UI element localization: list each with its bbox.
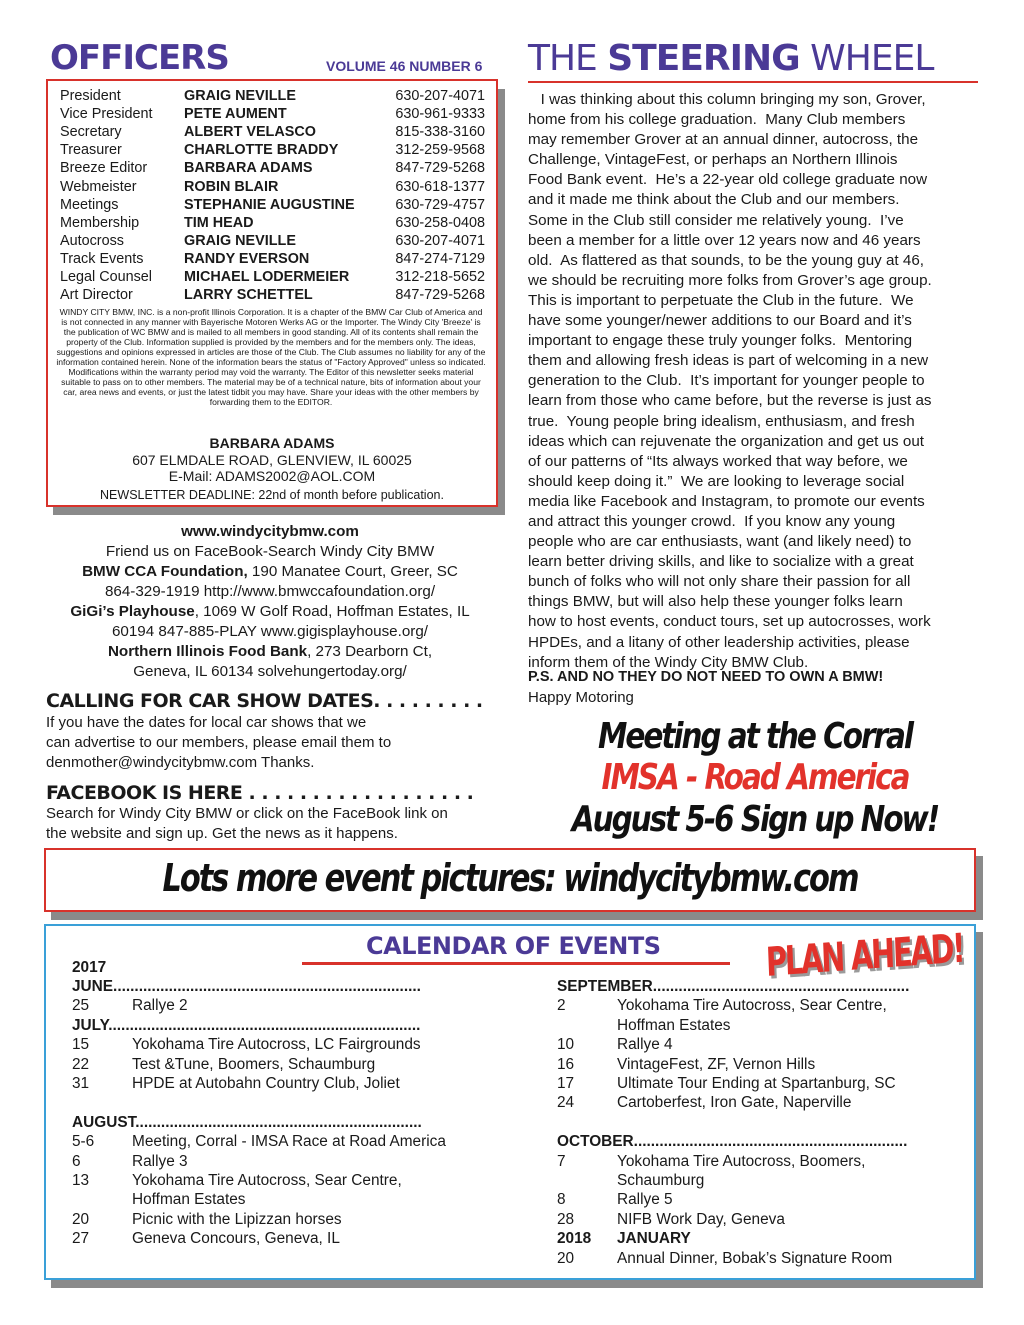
volume-number: VOLUME 46 NUMBER 6	[326, 58, 483, 74]
event-name: Hoffman Estates	[132, 1191, 246, 1209]
calendar-month-heading: AUGUST...................................................................	[72, 1113, 422, 1131]
gigis-contact: 60194 847-885-PLAY www.gigisplayhouse.org/	[111, 623, 429, 640]
event-name: Yokohama Tire Autocross, Boomers,	[617, 1152, 866, 1170]
steering-wheel-article	[528, 90, 978, 673]
event-date: 6	[72, 1152, 81, 1170]
facebook-heading: FACEBOOK IS HERE . . . . . . . . . . . . . . . . . .	[46, 782, 474, 804]
article-line: learn better driving skills, and like to socialize with a great	[528, 553, 914, 571]
officer-phone: 630-258-0408	[395, 214, 485, 231]
officer-phone: 630-207-4071	[395, 88, 485, 104]
officer-row	[60, 141, 484, 159]
calendar-month-heading: SEPTEMBER............................................................	[557, 978, 910, 995]
article-line: old. As flattered as that sounds, to be the young guy at 46,	[528, 251, 924, 269]
event-date: 5-6	[72, 1133, 95, 1151]
officer-role: Autocross	[60, 232, 124, 249]
article-line: ideas which can rejuvenate the organization and get us out	[528, 432, 924, 450]
event-name: Rallye 4	[617, 1036, 673, 1054]
officer-name: PETE AUMENT	[184, 106, 287, 123]
steering-wheel-rule	[528, 81, 978, 83]
event-date: 15	[72, 1036, 90, 1054]
officer-phone: 312-218-5652	[395, 269, 485, 285]
article-line: learn from those who came before, but the reverse is just as	[528, 392, 932, 410]
article-line: of our patterns of “Its always worked that way before, we	[528, 452, 908, 470]
calendar-month-heading: JULY.........................................................................	[72, 1016, 421, 1034]
event-date: 13	[72, 1172, 90, 1189]
officer-role: Breeze Editor	[60, 160, 148, 177]
officer-phone: 847-729-5268	[395, 160, 485, 177]
officer-row	[60, 250, 484, 268]
article-line: generation to the Club. It’s important for younger people to	[528, 372, 925, 390]
officer-role: Meetings	[60, 196, 119, 213]
event-pictures-banner[interactable]	[44, 848, 976, 912]
newsletter-deadline: NEWSLETTER DEADLINE: 22nd of month before publication.	[100, 488, 444, 502]
officer-role: Legal Counsel	[60, 269, 153, 285]
officer-role: President	[60, 88, 121, 104]
car-show-line: can advertise to our members, please email them to	[46, 734, 392, 751]
food-bank-contact: Geneva, IL 60134 solvehungertoday.org/	[133, 663, 407, 680]
event-name: Rallye 5	[617, 1191, 673, 1209]
event-name: Test &Tune, Boomers, Schaumburg	[132, 1055, 376, 1073]
cca-foundation: BMW CCA Foundation, 190 Manatee Court, Greer, SC	[82, 563, 458, 580]
promo-meeting: Meeting at the Corral	[598, 716, 912, 757]
article-line: and it made me think about the Club and our members.	[528, 191, 900, 209]
article-line: Some in the Club still consider me relatively young. I’ve	[528, 211, 904, 229]
event-name: Geneva Concours, Geneva, IL	[132, 1230, 340, 1248]
club-disclaimer: WINDY CITY BMW, INC. is a non-profit Illinois Corporation. It is a chapter of the BMW Car Club of America and is not connected in any manner with Bayerische Motoren Werks AG or the Importer. The Windy City 'Breeze' is the publication of WC BMW and is mailed to all members in good standing. All of its contents shall remain the property of the Club. Information supplied is provided by the members and for the members only. The ideas, suggestions and opinions expressed in articles are those of the Club. The Club assumes no liability for any of the information contained herein. None of the information bears the status of "Factory Approved" unless so indicated. Modifications within the warranty period may void the warranty. The Editor of this newsletter seeks material suitable to pass on to other members. The material may be of a technical nature, bits of information about your car, area news and events, or just the latest tidbit you may have. Share your ideas with the other members by forwarding them to the EDITOR.	[56, 307, 486, 407]
officer-row	[60, 105, 484, 123]
officer-name: STEPHANIE AUGUSTINE	[184, 196, 355, 213]
article-line: I was thinking about this column bringing my son, Grover,	[528, 91, 926, 108]
officer-phone: 630-961-9333	[395, 106, 485, 123]
calendar-title-rule	[302, 962, 730, 965]
officers-title: OFFICERS	[50, 38, 229, 78]
officer-phone: 847-729-5268	[395, 287, 485, 304]
event-date: 2	[557, 997, 566, 1015]
officer-row	[60, 196, 484, 214]
event-name: Rallye 3	[132, 1152, 188, 1170]
officer-role: Membership	[60, 214, 140, 231]
officer-role: Track Events	[60, 250, 144, 267]
article-line: HPDEs, and a litany of other leadership activities, please	[528, 633, 910, 651]
event-date: 8	[557, 1191, 566, 1209]
banner-text: Lots more event pictures: windycitybmw.com	[162, 856, 858, 900]
article-line: Challenge, VintageFest, or perhaps an Northern Illinois	[528, 151, 898, 169]
officer-name: LARRY SCHETTEL	[184, 287, 313, 304]
officer-phone: 630-207-4071	[395, 232, 485, 249]
event-date: 2018	[557, 1230, 592, 1248]
website-link[interactable]: www.windycitybmw.com	[181, 523, 359, 540]
event-date: 10	[557, 1036, 575, 1054]
officer-row	[60, 232, 484, 250]
event-name: Yokohama Tire Autocross, LC Fairgrounds	[132, 1036, 421, 1054]
calendar-title: CALENDAR OF EVENTS	[366, 932, 661, 960]
event-name: Rallye 2	[132, 997, 188, 1015]
event-date: 16	[557, 1055, 575, 1073]
event-name: JANUARY	[617, 1230, 691, 1248]
steering-wheel-title: THE STEERING WHEEL	[528, 38, 934, 79]
event-name: Picnic with the Lipizzan horses	[132, 1210, 342, 1228]
article-line: may remember Grover at an annual dinner, autocross, the	[528, 131, 919, 149]
gigis-playhouse: GiGi’s Playhouse, 1069 W Golf Road, Hoffman Estates, IL	[70, 603, 470, 620]
event-name: Cartoberfest, Iron Gate, Naperville	[617, 1094, 852, 1112]
event-name: Meeting, Corral - IMSA Race at Road America	[132, 1133, 446, 1151]
officer-row	[60, 87, 484, 105]
facebook-line: Search for Windy City BMW or click on the FaceBook link on	[46, 805, 448, 822]
event-date: 17	[557, 1075, 575, 1092]
article-line: things BMW, but will also help these younger folks learn	[528, 593, 903, 611]
officer-name: MICHAEL LODERMEIER	[184, 269, 350, 285]
car-show-heading: CALLING FOR CAR SHOW DATES. . . . . . . . .	[46, 690, 483, 712]
officer-phone: 815-338-3160	[395, 124, 485, 141]
officer-name: CHARLOTTE BRADDY	[184, 142, 339, 159]
article-line: how to host events, conduct tours, set up autocrosses, work	[528, 613, 931, 631]
calendar-month-heading: OCTOBER................................................................	[557, 1133, 908, 1151]
officer-name: ROBIN BLAIR	[184, 178, 279, 195]
editor-address: 607 ELMDALE ROAD, GLENVIEW, IL 60025	[132, 452, 412, 468]
event-date: 20	[557, 1249, 575, 1267]
event-date: 20	[72, 1210, 90, 1228]
officer-role: Treasurer	[60, 142, 122, 159]
officer-role: Art Director	[60, 287, 133, 304]
event-date: 28	[557, 1210, 575, 1228]
officer-row	[60, 214, 484, 232]
car-show-line: denmother@windycitybmw.com Thanks.	[46, 754, 315, 771]
promo-signup: August 5-6 Sign up Now!	[571, 799, 939, 840]
officer-name: ALBERT VELASCO	[184, 124, 316, 141]
officer-name: RANDY EVERSON	[184, 250, 310, 267]
article-signoff: Happy Motoring	[528, 689, 634, 706]
event-name: Ultimate Tour Ending at Spartanburg, SC	[617, 1075, 896, 1092]
officer-role: Webmeister	[60, 178, 137, 195]
article-line: been a member for a little over 12 years now and 46 years	[528, 231, 921, 249]
article-line: home from his college graduation. Many Club members	[528, 111, 906, 129]
article-line: inform them of the Windy City BMW Club.	[528, 653, 809, 671]
article-line: media like Facebook and Instagram, to promote our events	[528, 492, 925, 510]
officers-box	[46, 81, 498, 507]
officer-name: GRAIG NEVILLE	[184, 88, 296, 104]
officer-name: TIM HEAD	[184, 214, 254, 231]
officer-phone: 630-618-1377	[395, 178, 485, 195]
cca-contact: 864-329-1919 http://www.bmwccafoundation.org/	[104, 583, 436, 600]
facebook-body	[46, 804, 506, 844]
event-date: 7	[557, 1152, 566, 1170]
promo-imsa: IMSA - Road America	[601, 757, 909, 798]
article-line: them and allowing fresh ideas is part of welcoming in a new	[528, 352, 929, 370]
officer-phone: 630-729-4757	[395, 196, 485, 213]
car-show-body	[46, 713, 506, 773]
calendar-year: 2017	[72, 959, 107, 976]
event-date: 27	[72, 1230, 90, 1248]
plan-ahead-badge: PLAN AHEAD!	[765, 925, 965, 986]
article-line: and attract this younger crowd. If you know any young	[528, 512, 896, 530]
article-postscript: P.S. AND NO THEY DO NOT NEED TO OWN A BMW!	[528, 669, 884, 685]
officer-row	[60, 268, 484, 286]
article-line: important to engage these truly younger folks. Mentoring	[528, 332, 913, 350]
article-line: people who are car enthusiasts, want (and likely need) to	[528, 533, 912, 551]
event-name: NIFB Work Day, Geneva	[617, 1210, 785, 1228]
editor-email: E-Mail: ADAMS2002@AOL.COM	[168, 468, 376, 484]
event-date: 25	[72, 997, 90, 1015]
article-line: we should be recruiting more folks from Grover’s age group.	[528, 271, 932, 289]
event-date: 22	[72, 1055, 90, 1073]
event-name: Yokohama Tire Autocross, Sear Centre,	[132, 1172, 402, 1189]
officer-phone: 312-259-9568	[395, 142, 485, 159]
event-name: Hoffman Estates	[617, 1016, 731, 1034]
article-line: have some younger/newer additions to our Board and it’s	[528, 312, 912, 330]
facebook-line: Friend us on FaceBook-Search Windy City BMW	[105, 543, 435, 560]
officer-name: GRAIG NEVILLE	[184, 232, 296, 249]
officer-phone: 847-274-7129	[395, 250, 485, 267]
event-name: VintageFest, ZF, Vernon Hills	[617, 1055, 816, 1073]
article-line: bunch of folks who will not only share their passion for all	[528, 573, 911, 591]
event-name: Schaumburg	[617, 1172, 705, 1189]
officer-row	[60, 178, 484, 196]
officer-row	[60, 286, 484, 304]
editor-name: BARBARA ADAMS	[209, 435, 335, 451]
event-date: 24	[557, 1094, 575, 1112]
article-line: This is important to perpetuate the Club in the future. We	[528, 291, 914, 309]
officer-role: Vice President	[60, 106, 153, 123]
facebook-line: the website and sign up. Get the news as it happens.	[46, 825, 398, 842]
officer-row	[60, 123, 484, 141]
car-show-line: If you have the dates for local car shows that we	[46, 714, 367, 731]
event-date: 31	[72, 1075, 90, 1092]
officer-role: Secretary	[60, 124, 122, 141]
calendar-month-heading: JUNE........................................................................	[72, 978, 421, 995]
officer-row	[60, 159, 484, 177]
article-line: should keep doing it.” We are looking to leverage social	[528, 472, 905, 490]
event-name: Annual Dinner, Bobak’s Signature Room	[617, 1249, 893, 1267]
officer-name: BARBARA ADAMS	[184, 160, 313, 177]
article-line: Food Bank event. He’s a 22-year old college graduate now	[528, 171, 928, 189]
article-line: true. Young people bring idealism, enthusiasm, and fresh	[528, 412, 915, 430]
event-name: HPDE at Autobahn Country Club, Joliet	[132, 1075, 400, 1092]
event-name: Yokohama Tire Autocross, Sear Centre,	[617, 997, 887, 1015]
food-bank: Northern Illinois Food Bank, 273 Dearborn Ct,	[107, 643, 433, 660]
